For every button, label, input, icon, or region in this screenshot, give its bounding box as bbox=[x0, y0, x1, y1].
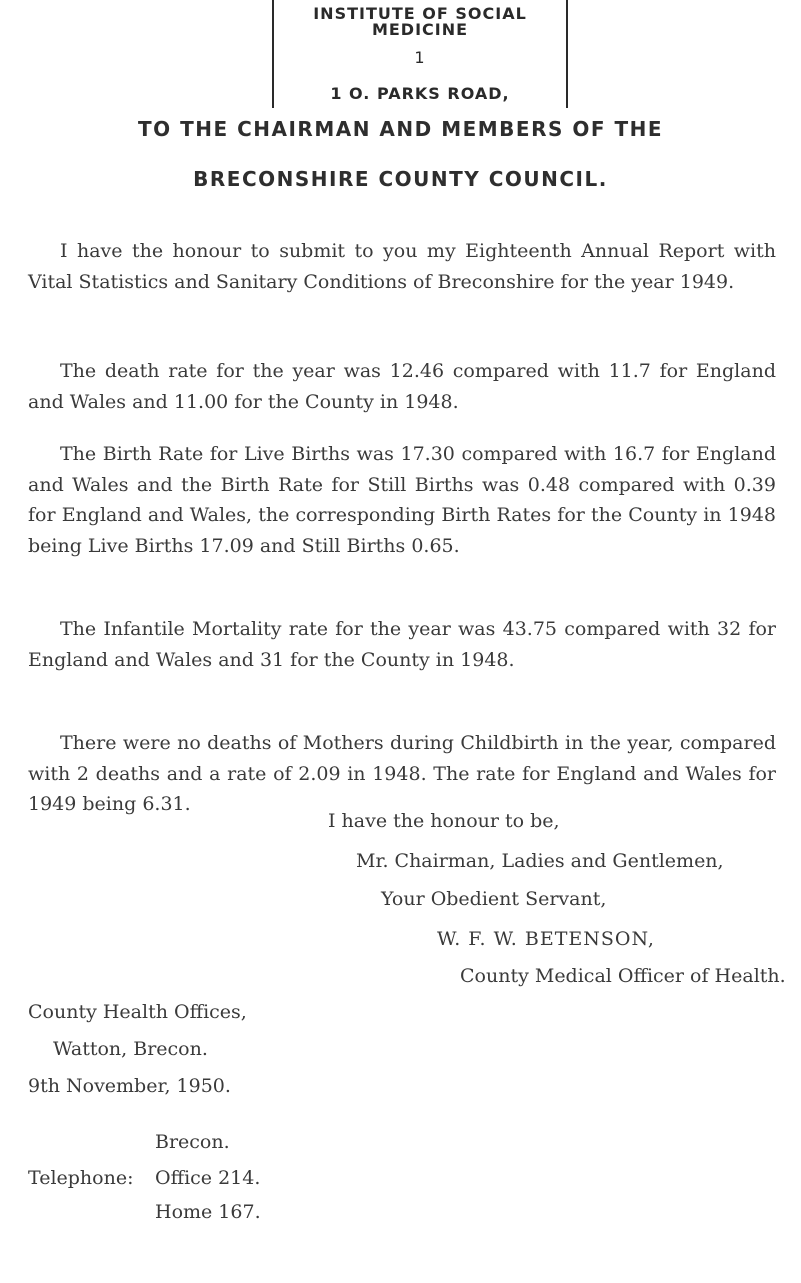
telephone-office-number: Office 214. bbox=[155, 1167, 261, 1189]
closing-salutation: Mr. Chairman, Ladies and Gentlemen, bbox=[356, 850, 724, 872]
stamp-number-line: 1 bbox=[414, 48, 426, 67]
letter-date: 9th November, 1950. bbox=[28, 1075, 231, 1097]
stamp-medicine-line: MEDICINE bbox=[371, 20, 469, 39]
library-stamp bbox=[272, 0, 568, 108]
signatory-name: W. F. W. BETENSON, bbox=[437, 928, 655, 950]
signatory-title: County Medical Officer of Health. bbox=[460, 965, 786, 987]
address-town: Watton, Brecon. bbox=[53, 1038, 208, 1060]
closing-honour-line: I have the honour to be, bbox=[328, 810, 560, 832]
closing-servant-line: Your Obedient Servant, bbox=[381, 888, 607, 910]
paragraph-death-rate: The death rate for the year was 12.46 compared with 11.7 for England and Wales and 11.00 for the County in 1948. bbox=[28, 360, 776, 413]
stamp-address-line: 1 O. PARKS ROAD, bbox=[330, 84, 510, 103]
paragraph-maternal-deaths: There were no deaths of Mothers during Childbirth in the year, compared with 2 deaths and a rate of 2.09 in 1948. The rate for England and Wales for 1949 being 6.31. bbox=[28, 732, 776, 815]
stamp-institute-line: INSTITUTE OF SOCIAL bbox=[313, 4, 527, 23]
paragraph-infantile-mortality: The Infantile Mortality rate for the year was 43.75 compared with 32 for England and Wales and 31 for the County in 1948. bbox=[28, 618, 776, 671]
address-office: County Health Offices, bbox=[28, 1001, 247, 1023]
page-title: TO THE CHAIRMAN AND MEMBERS OF THE bbox=[137, 117, 664, 141]
telephone-exchange: Brecon. bbox=[155, 1131, 230, 1153]
paragraph-birth-rate: The Birth Rate for Live Births was 17.30 compared with 16.7 for England and Wales and the Birth Rate for Still Births was 0.48 compared with 0.39 for England and Wales, the corresponding Birth Rates for the County in 1948 being Live Births 17.09 and Still Births 0.65. bbox=[28, 443, 776, 557]
page-subtitle: BRECONSHIRE COUNTY COUNCIL. bbox=[193, 167, 608, 191]
paragraph-report-intro: I have the honour to submit to you my Eighteenth Annual Report with Vital Statistics and Sanitary Conditions of Breconshire for the year 1949. bbox=[28, 240, 776, 293]
telephone-home-number: Home 167. bbox=[155, 1201, 261, 1223]
telephone-label: Telephone: bbox=[28, 1167, 134, 1189]
